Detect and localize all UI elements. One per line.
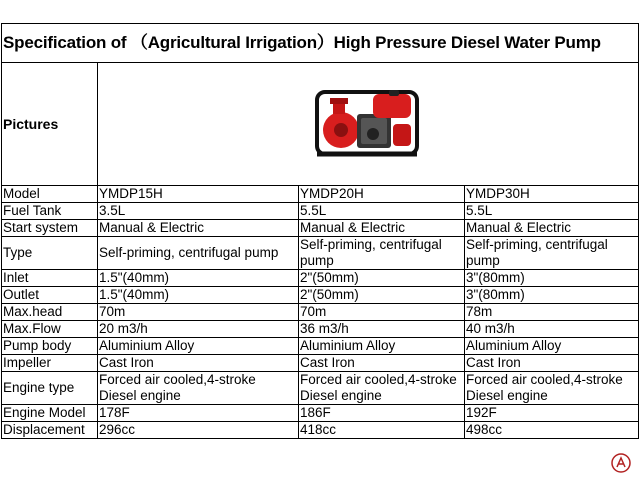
- table-row: [2, 405, 639, 422]
- watermark-logo-icon: [610, 452, 632, 474]
- table-title: Specification of （Agricultural Irrigation）High Pressure Diesel Water Pump: [2, 24, 639, 63]
- row-label: Fuel Tank: [2, 203, 98, 220]
- cell-value: 296cc: [98, 422, 299, 439]
- table-row: [2, 237, 639, 270]
- table-row: [2, 355, 639, 372]
- table-row: [2, 287, 639, 304]
- model-name: YMDP30H: [465, 186, 639, 203]
- table-row: [2, 186, 639, 203]
- cell-value: 36 m3/h: [299, 321, 465, 338]
- table-row: [2, 338, 639, 355]
- cell-value: Manual & Electric: [465, 220, 639, 237]
- table-row: [2, 220, 639, 237]
- cell-value: 2"(50mm): [299, 270, 465, 287]
- pictures-label: Pictures: [2, 63, 98, 186]
- row-label: Inlet: [2, 270, 98, 287]
- row-label: Outlet: [2, 287, 98, 304]
- cell-value: Self-priming, centrifugal pump: [98, 237, 299, 270]
- cell-value: 418cc: [299, 422, 465, 439]
- model-name: YMDP20H: [299, 186, 465, 203]
- row-label: Pump body: [2, 338, 98, 355]
- row-label: Max.head: [2, 304, 98, 321]
- cell-value: Forced air cooled,4-stroke Diesel engine: [465, 372, 639, 405]
- cell-value: Aluminium Alloy: [465, 338, 639, 355]
- cell-value: 78m: [465, 304, 639, 321]
- row-label: Engine Model: [2, 405, 98, 422]
- specification-table: [1, 23, 639, 439]
- cell-value: Forced air cooled,4-stroke Diesel engine: [98, 372, 299, 405]
- table-row: [2, 203, 639, 220]
- table-row: [2, 372, 639, 405]
- cell-value: 40 m3/h: [465, 321, 639, 338]
- row-label: Engine type: [2, 372, 98, 405]
- cell-value: 2"(50mm): [299, 287, 465, 304]
- cell-value: Self-priming, centrifugal pump: [299, 237, 465, 270]
- cell-value: Cast Iron: [299, 355, 465, 372]
- cell-value: 3"(80mm): [465, 287, 639, 304]
- cell-value: 5.5L: [465, 203, 639, 220]
- table-row: [2, 422, 639, 439]
- cell-value: Forced air cooled,4-stroke Diesel engine: [299, 372, 465, 405]
- cell-value: Manual & Electric: [98, 220, 299, 237]
- cell-value: 20 m3/h: [98, 321, 299, 338]
- cell-value: 5.5L: [299, 203, 465, 220]
- cell-value: 3"(80mm): [465, 270, 639, 287]
- pump-picture-cell: [98, 63, 639, 186]
- cell-value: Cast Iron: [98, 355, 299, 372]
- row-label: Type: [2, 237, 98, 270]
- row-label: Max.Flow: [2, 321, 98, 338]
- table-row: [2, 304, 639, 321]
- cell-value: 3.5L: [98, 203, 299, 220]
- row-label: Start system: [2, 220, 98, 237]
- cell-value: 192F: [465, 405, 639, 422]
- table-row: [2, 270, 639, 287]
- cell-value: 498cc: [465, 422, 639, 439]
- cell-value: Self-priming, centrifugal pump: [465, 237, 639, 270]
- water-pump-image: [313, 84, 423, 164]
- row-label: Displacement: [2, 422, 98, 439]
- cell-value: 70m: [98, 304, 299, 321]
- model-name: YMDP15H: [98, 186, 299, 203]
- cell-value: 1.5"(40mm): [98, 287, 299, 304]
- cell-value: 186F: [299, 405, 465, 422]
- row-label: Model: [2, 186, 98, 203]
- row-label: Impeller: [2, 355, 98, 372]
- cell-value: Cast Iron: [465, 355, 639, 372]
- cell-value: Manual & Electric: [299, 220, 465, 237]
- cell-value: Aluminium Alloy: [98, 338, 299, 355]
- table-row: [2, 321, 639, 338]
- cell-value: 1.5"(40mm): [98, 270, 299, 287]
- cell-value: 70m: [299, 304, 465, 321]
- cell-value: 178F: [98, 405, 299, 422]
- cell-value: Aluminium Alloy: [299, 338, 465, 355]
